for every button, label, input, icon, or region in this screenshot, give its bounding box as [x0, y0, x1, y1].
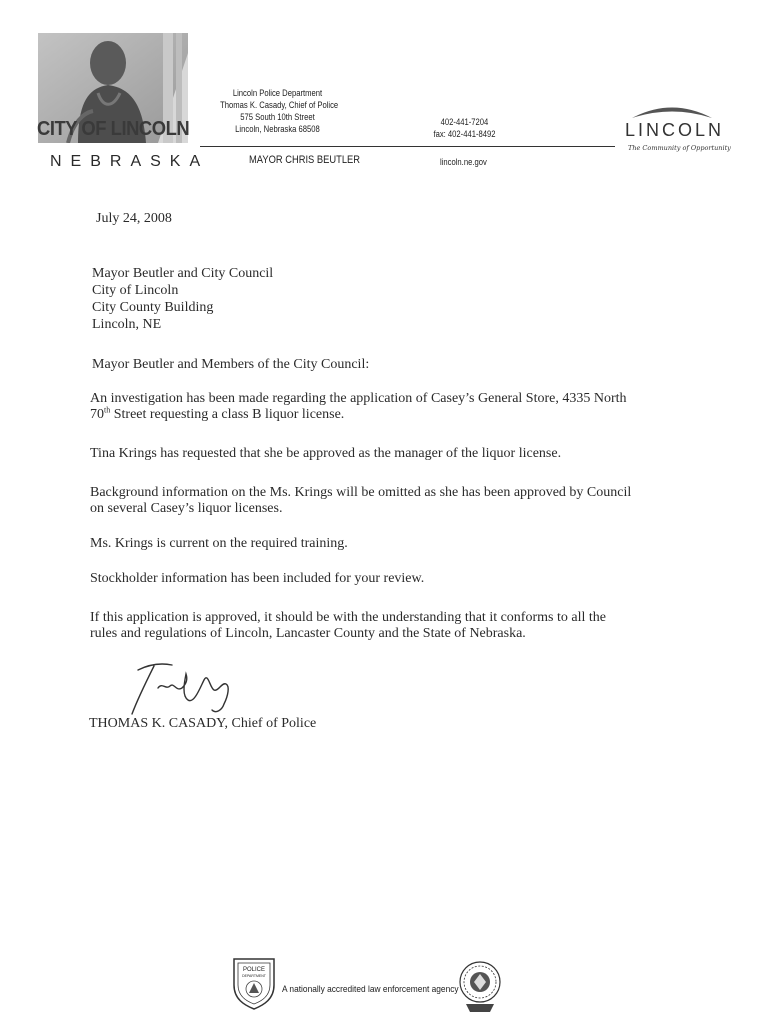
- handwritten-signature: [128, 660, 248, 718]
- street-number: 70: [90, 407, 104, 422]
- badge-text-sub: DEPARTMENT: [242, 974, 266, 978]
- department-address-block: [210, 87, 345, 135]
- paragraph-line: Background information on the Ms. Krings will be omitted as she has been approved by Council: [90, 485, 632, 500]
- paragraph-background: [90, 485, 665, 517]
- address-line: Lincoln, NE: [92, 317, 162, 332]
- department-line: Lincoln, Nebraska 68508: [235, 124, 320, 134]
- paragraph-conditions: [90, 610, 665, 642]
- recipient-address: [92, 265, 273, 333]
- police-badge-icon: [230, 955, 278, 1011]
- ordinal-suffix: th: [104, 405, 111, 415]
- paragraph-line: rules and regulations of Lincoln, Lancaster County and the State of Nebraska.: [90, 626, 526, 641]
- state-name-wordmark: NEBRASKA: [50, 153, 210, 170]
- mayor-name: MAYOR CHRIS BEUTLER: [249, 154, 361, 166]
- department-line: 575 South 10th Street: [240, 112, 315, 122]
- signer-name: THOMAS K. CASADY, Chief of Police: [89, 716, 317, 731]
- calea-seal-icon: [456, 958, 504, 1014]
- fax-number: fax: 402-441-8492: [433, 129, 496, 139]
- address-line: City of Lincoln: [92, 283, 179, 298]
- city-name-wordmark: CITY OF LINCOLN: [37, 118, 190, 140]
- badge-text-top: POLICE: [242, 967, 266, 973]
- department-line: Thomas K. Casady, Chief of Police: [220, 100, 339, 110]
- website-link[interactable]: lincoln.ne.gov: [440, 157, 487, 167]
- paragraph-line: Stockholder information has been included for your review.: [90, 571, 425, 586]
- accreditation-statement: A nationally accredited law enforcement agency: [282, 984, 459, 995]
- address-line: Mayor Beutler and City Council: [92, 266, 274, 281]
- paragraph-training: [90, 536, 665, 552]
- paragraph-line: Ms. Krings is current on the required training.: [90, 536, 348, 551]
- paragraph-investigation: [90, 391, 665, 423]
- paragraph-line: If this application is approved, it should be with the understanding that it conforms to all the: [90, 610, 606, 625]
- letterhead-divider: [200, 146, 615, 147]
- paragraph-manager: [90, 446, 665, 462]
- paragraph-line: An investigation has been made regarding the application of Casey’s General Store, 4335 North: [90, 391, 627, 406]
- paragraph-line: on several Casey’s liquor licenses.: [90, 501, 283, 516]
- paragraph-stockholder: [90, 571, 665, 587]
- department-line: Lincoln Police Department: [232, 88, 323, 98]
- contact-numbers: [422, 116, 507, 140]
- paragraph-text: Street requesting a class B liquor license.: [110, 407, 345, 422]
- lincoln-logo-arc-icon: [630, 101, 714, 119]
- letter-date: July 24, 2008: [96, 211, 172, 226]
- phone-number: 402-441-7204: [440, 117, 489, 127]
- salutation: Mayor Beutler and Members of the City Council:: [92, 357, 370, 372]
- address-line: City County Building: [92, 300, 214, 315]
- lincoln-logo-tagline: The Community of Opportunity: [628, 144, 731, 152]
- paragraph-line: Tina Krings has requested that she be approved as the manager of the liquor license.: [90, 446, 562, 461]
- lincoln-logo-wordmark: LINCOLN: [625, 120, 725, 140]
- paragraph-line: [90, 407, 665, 423]
